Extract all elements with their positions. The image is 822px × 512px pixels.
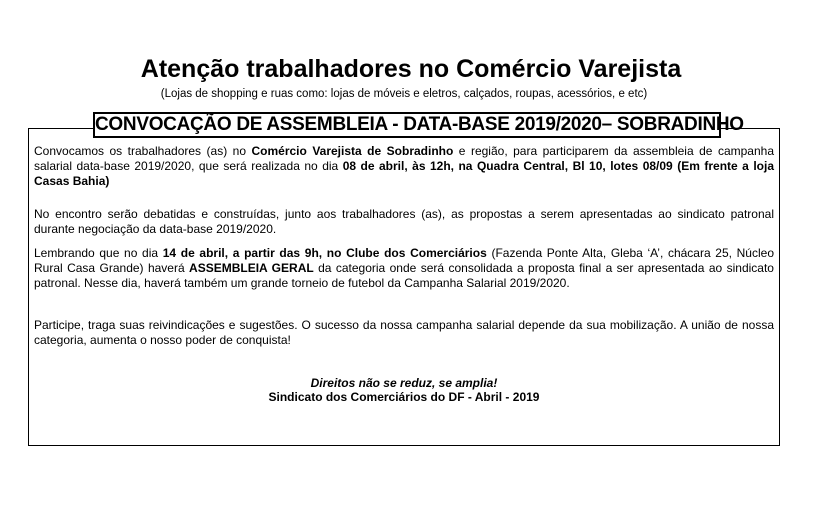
p3-bold-2: ASSEMBLEIA GERAL [189,261,314,275]
page-title: Atenção trabalhadores no Comércio Varejista [140,55,682,83]
p1-text-2: e região, para participarem da assembleia de campanha salarial data-base 2019/2020, que será realizada no dia [34,144,774,173]
paragraph-participation: Participe, traga suas reivindicações e sugestões. O sucesso da nossa campanha salarial depende da sua mobilização. A união de nossa categoria, aumenta o nosso poder de conquista! [34,318,774,347]
p3-text-3: da categoria onde será consolidada a proposta final a ser apresentada ao sindicato patronal. Nesse dia, haverá também um grande torneio de futebol da Campanha Salarial 2019/2020. [34,261,774,290]
paragraph-meeting: No encontro serão debatidas e construídas, junto aos trabalhadores (as), as propostas a serem apresentadas ao sindicato patronal durante negociação da data-base 2019/2020. [34,207,774,236]
convocation-banner: CONVOCAÇÃO DE ASSEMBLEIA - DATA-BASE 2019/2020– SOBRADINHO [93,112,721,138]
p1-bold-2: 08 de abril, às 12h, na Quadra Central, Bl 10, lotes 08/09 (Em frente a loja Casas Bahia) [34,159,774,188]
page-subtitle: (Lojas de shopping e ruas como: lojas de móveis e eletros, calçados, roupas, acessórios, e etc) [160,88,648,100]
p3-bold-1: 14 de abril, a partir das 9h, no Clube dos Comerciários [162,246,487,260]
signature: Sindicato dos Comerciários do DF - Abril - 2019 [268,390,540,404]
p3-text-2: (Fazenda Ponte Alta, Gleba ‘A’, chácara 25, Núcleo Rural Casa Grande) haverá [34,246,774,275]
paragraph-convocation [34,144,774,189]
paragraph-general-assembly [34,246,774,291]
p1-text-1: Convocamos os trabalhadores (as) no [34,144,252,158]
slogan: Direitos não se reduz, se amplia! [310,376,498,390]
p3-text-1: Lembrando que no dia [34,246,163,260]
p1-bold-1: Comércio Varejista de Sobradinho [251,144,454,158]
